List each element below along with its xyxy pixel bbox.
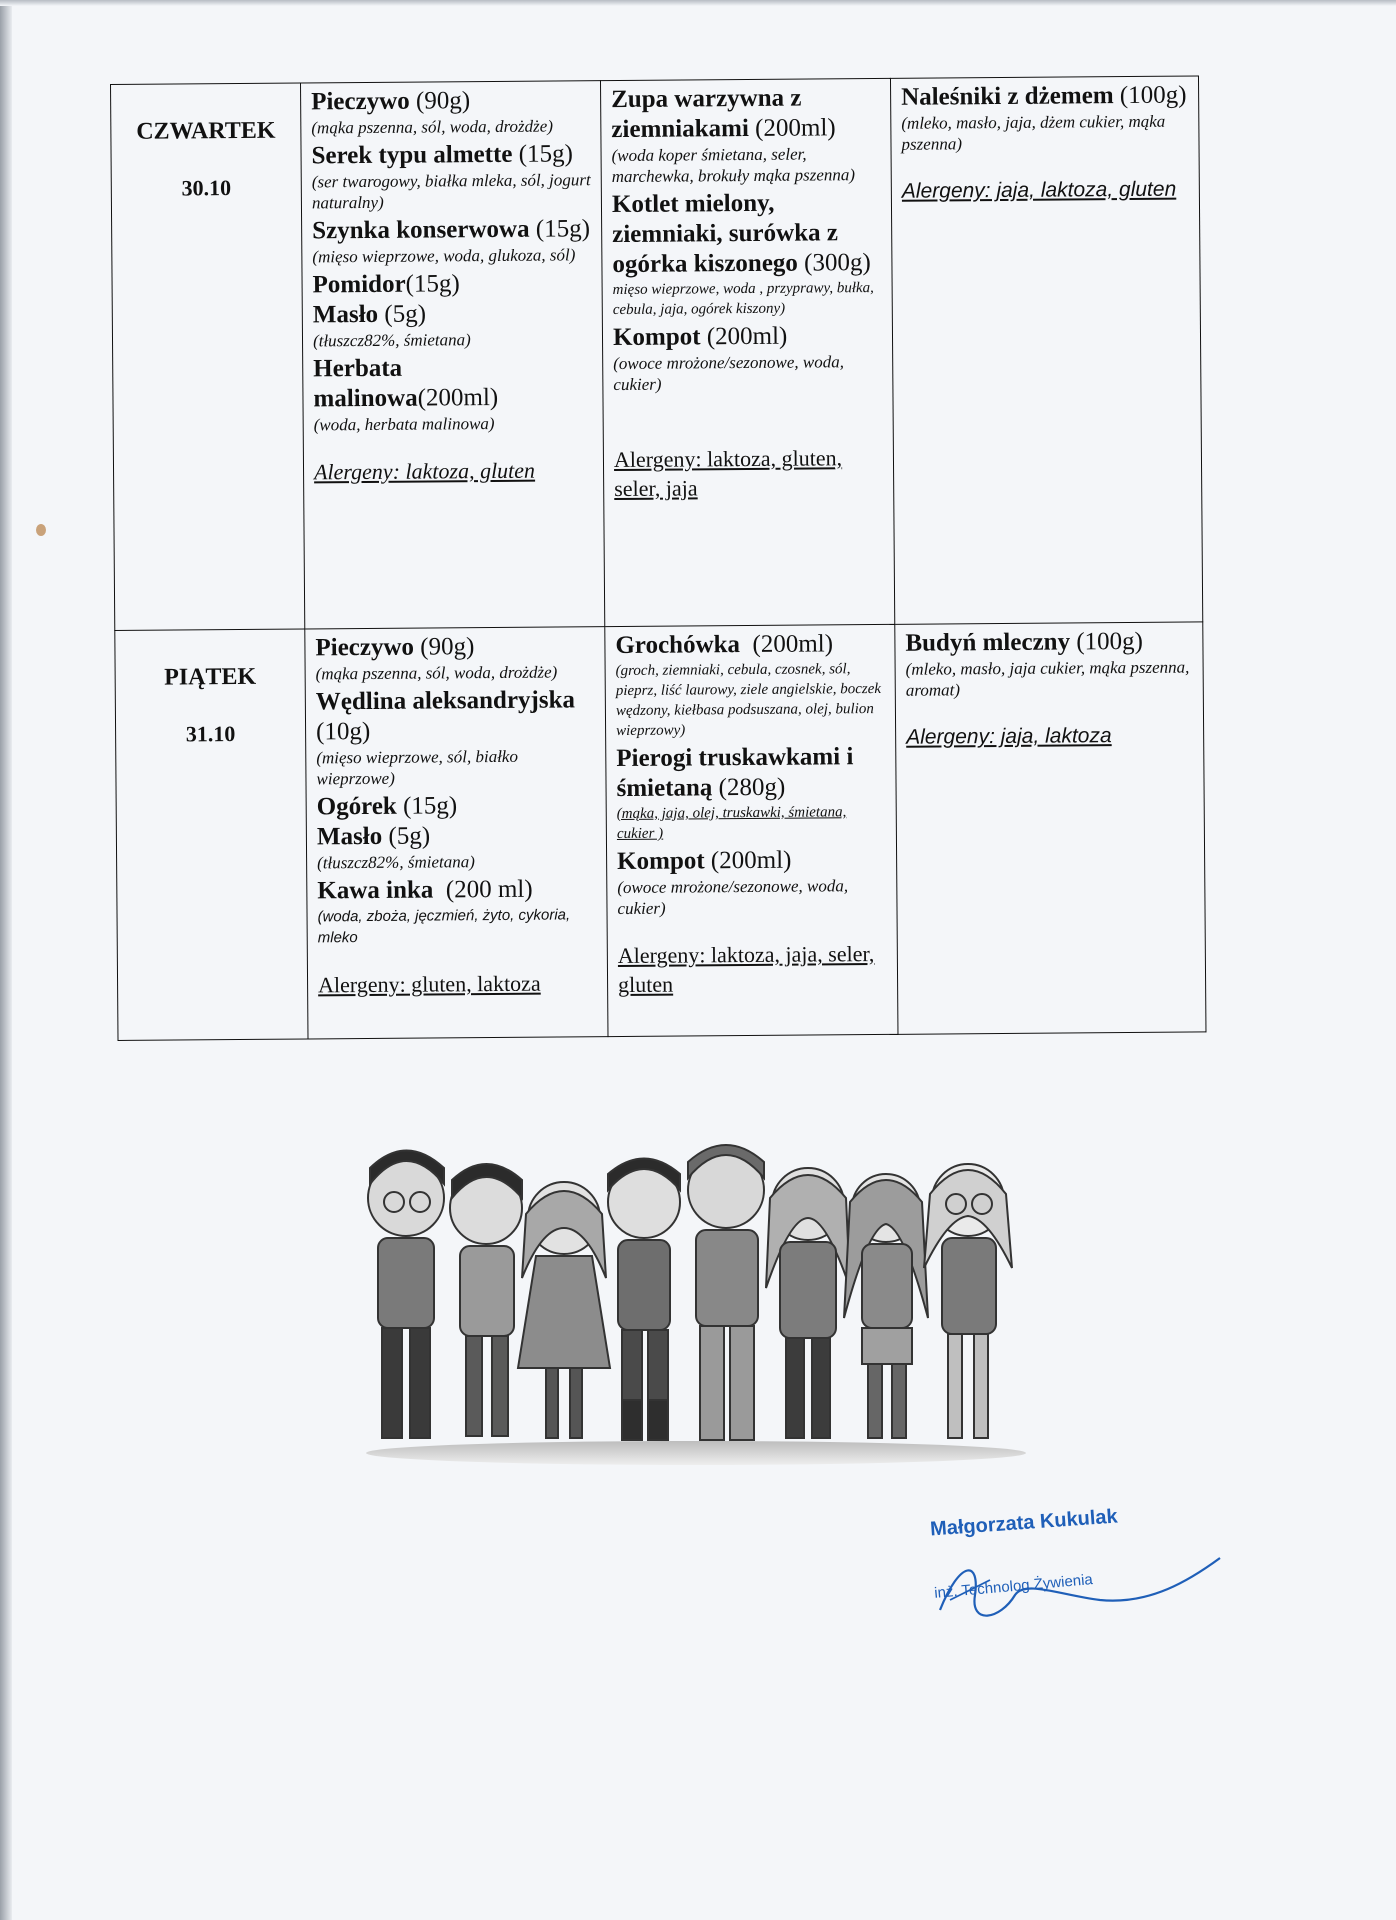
ingredients: (owoce mrożone/sezonowe, woda, cukier)	[613, 352, 845, 395]
dish: Zupa warzywna z ziemniakami (200ml)	[611, 84, 836, 144]
dish: Kompot (200ml)	[617, 846, 792, 876]
dish: Masło (5g)	[312, 300, 427, 329]
dish: Budyń mleczny (100g)	[905, 627, 1144, 657]
dish: Szynka konserwowa (15g)	[312, 215, 591, 245]
ingredients: mięso wieprzowe, woda , przyprawy, bułka, cebula, jaja, ogórek kiszony)	[612, 280, 874, 319]
snack-cell	[890, 76, 1202, 624]
allergens: Alergeny: laktoza, gluten	[313, 457, 536, 485]
ingredients: (mąka pszenna, sól, woda, drożdże)	[311, 116, 554, 138]
scan-edge-top	[0, 0, 1396, 6]
ingredients: (groch, ziemniaki, cebula, czosnek, sól, pieprz, liść laurowy, ziele angielskie, boczek wędzony, kiełbasa podsuszana, olej, bulion wieprzowy)	[615, 661, 882, 740]
dish: Kompot (200ml)	[612, 322, 788, 352]
signature-title: inż. Technolog Żywienia	[933, 1571, 1094, 1602]
table-row	[111, 76, 1203, 631]
handwritten-signature	[920, 1500, 1240, 1640]
signature-name: Małgorzata Kukulak	[929, 1505, 1119, 1541]
allergens: Alergeny: jaja, laktoza	[906, 724, 1112, 749]
dish: Pieczywo (90g)	[311, 87, 471, 116]
lunch-cell	[605, 624, 898, 1036]
scan-edge-left	[0, 0, 12, 1920]
allergens: Alergeny: laktoza, gluten, seler, jaja	[613, 445, 843, 502]
dish: Serek typu almette (15g)	[311, 140, 573, 170]
day-date: 30.10	[181, 175, 232, 201]
dish: Pomidor(15g)	[312, 270, 460, 299]
dish: Herbata malinowa(200ml)	[313, 354, 499, 413]
table-row	[115, 622, 1206, 1041]
day-date: 31.10	[185, 721, 236, 747]
dish: Grochówka (200ml)	[615, 630, 834, 660]
day-cell	[115, 629, 308, 1040]
snack-cell	[895, 622, 1206, 1034]
ingredients: (owoce mrożone/sezonowe, woda, cukier)	[617, 876, 849, 919]
children-group-illustration	[356, 1118, 1036, 1468]
breakfast-cell	[305, 627, 608, 1039]
ingredients: (mleko, masło, jaja cukier, mąka pszenna, aromat)	[905, 657, 1190, 700]
ingredients: (tłuszcz82%, śmietana)	[312, 330, 471, 351]
breakfast-cell	[300, 81, 604, 629]
scan-speck	[36, 524, 46, 536]
dish: Wędlina aleksandryjska (10g)	[315, 686, 576, 746]
dish: Pierogi truskawkami i śmietaną (280g)	[616, 743, 854, 803]
allergens: Alergeny: gluten, laktoza	[317, 970, 541, 998]
ingredients: (woda koper śmietana, seler, marchewka, brokuły mąka pszenna)	[611, 144, 856, 187]
allergens: Alergeny: laktoza, jaja, seler, gluten	[617, 941, 875, 998]
day-cell	[111, 83, 305, 630]
ingredients: (ser twarogowy, białka mleka, sól, jogurt naturalny)	[311, 170, 591, 213]
ingredients: (mąka pszenna, sól, woda, drożdże)	[315, 662, 558, 684]
ingredients: (mąka, jaja, olej, truskawki, śmietana, cukier )	[616, 804, 847, 843]
child-figure	[368, 1145, 1012, 1440]
ingredients: (woda, herbata malinowa)	[313, 413, 495, 435]
allergens: Alergeny: jaja, laktoza, gluten	[901, 177, 1177, 203]
dish: Kotlet mielony, ziemniaki, surówka z ogórka kiszonego (300g)	[611, 189, 871, 279]
ingredients: (woda, zboża, jęczmień, żyto, cykoria, mleko	[317, 906, 571, 947]
ingredients: (mleko, masło, jaja, dżem cukier, mąka pszenna)	[901, 111, 1166, 154]
ingredients: (mięso wieprzowe, woda, glukoza, sól)	[312, 245, 576, 267]
menu-table	[110, 75, 1206, 1041]
dish: Kawa inka (200 ml)	[317, 875, 533, 905]
dish: Naleśniki z dżemem (100g)	[901, 81, 1187, 111]
ingredients: (mięso wieprzowe, sól, białko wieprzowe)	[316, 746, 519, 789]
lunch-cell	[600, 78, 894, 626]
dish: Pieczywo (90g)	[315, 633, 475, 662]
dish: Ogórek (15g)	[316, 792, 458, 821]
signature-stamp	[920, 1500, 1240, 1640]
day-name: CZWARTEK	[136, 117, 276, 145]
day-name: PIĄTEK	[164, 663, 257, 691]
ingredients: (tłuszcz82%, śmietana)	[317, 852, 475, 873]
dish: Masło (5g)	[316, 822, 431, 851]
